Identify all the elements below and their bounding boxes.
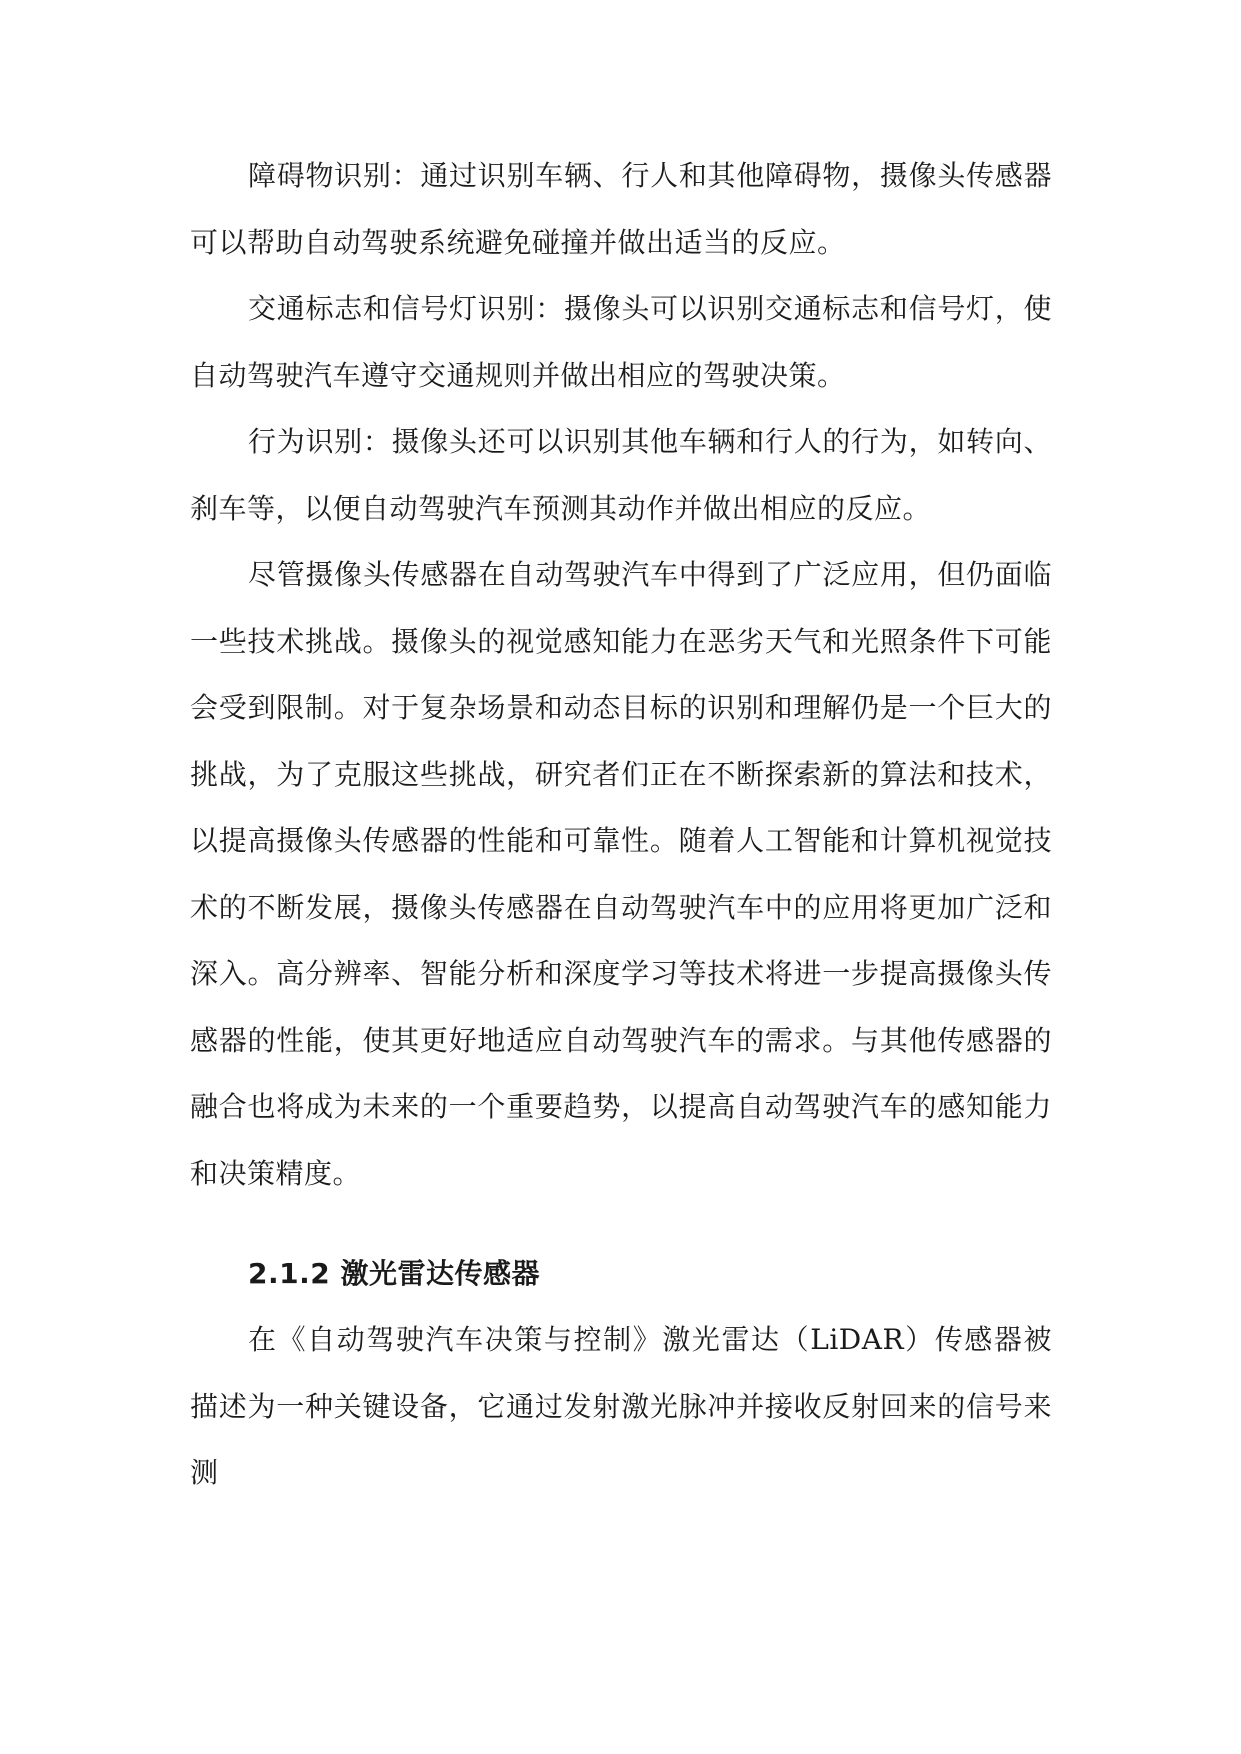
paragraph-obstacle-recognition: 障碍物识别：通过识别车辆、行人和其他障碍物，摄像头传感器可以帮助自动驾驶系统避免碰撞并做出适当的反应。 bbox=[190, 159, 1052, 259]
paragraph-behavior-recognition: 行为识别：摄像头还可以识别其他车辆和行人的行为，如转向、刹车等，以便自动驾驶汽车预测其动作并做出相应的反应。 bbox=[190, 425, 1052, 525]
section-heading: 2.1.2 激光雷达传感器 bbox=[248, 1257, 540, 1290]
document-body bbox=[190, 143, 1052, 1507]
paragraph-camera-challenges: 尽管摄像头传感器在自动驾驶汽车中得到了广泛应用，但仍面临一些技术挑战。摄像头的视觉感知能力在恶劣天气和光照条件下可能会受到限制。对于复杂场景和动态目标的识别和理解仍是一个巨大的挑战，为了克服这些挑战，研究者们正在不断探索新的算法和技术，以提高摄像头传感器的性能和可靠性。随着人工智能和计算机视觉技术的不断发展，摄像头传感器在自动驾驶汽车中的应用将更加广泛和深入。高分辨率、智能分析和深度学习等技术将进一步提高摄像头传感器的性能，使其更好地适应自动驾驶汽车的需求。与其他传感器的融合也将成为未来的一个重要趋势，以提高自动驾驶汽车的感知能力和决策精度。 bbox=[190, 558, 1052, 1190]
paragraph-traffic-sign-recognition: 交通标志和信号灯识别：摄像头可以识别交通标志和信号灯，使自动驾驶汽车遵守交通规则并做出相应的驾驶决策。 bbox=[190, 292, 1052, 392]
paragraph-lidar-intro: 在《自动驾驶汽车决策与控制》激光雷达（LiDAR）传感器被描述为一种关键设备，它通过发射激光脉冲并接收反射回来的信号来测 bbox=[190, 1323, 1052, 1489]
